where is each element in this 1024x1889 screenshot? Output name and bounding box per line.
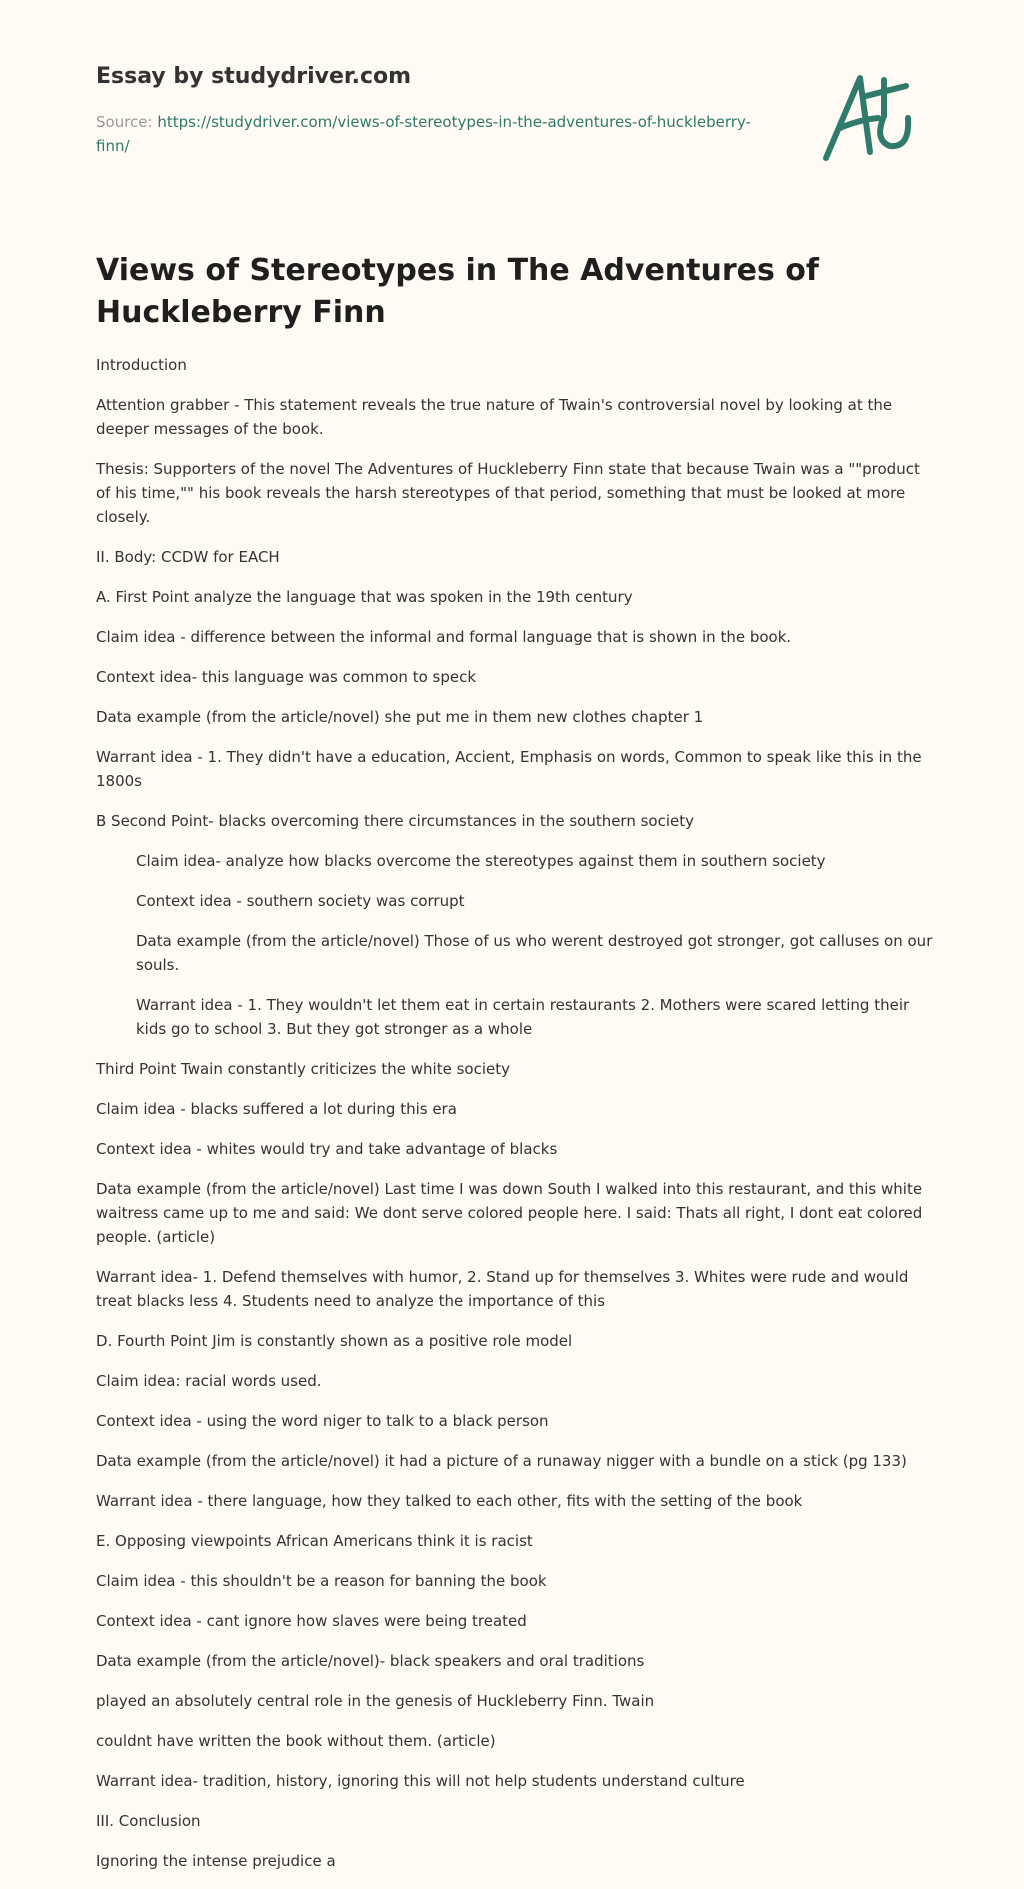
essay-paragraph: Warrant idea- 1. Defend themselves with humor, 2. Stand up for themselves 3. Whites were rude and would treat blacks less 4. Students need to analyze the importance of this (96, 1268, 909, 1310)
essay-paragraph: Claim idea- analyze how blacks overcome the stereotypes against them in southern society (136, 852, 826, 870)
essay-paragraph: E. Opposing viewpoints African Americans think it is racist (96, 1532, 533, 1550)
essay-paragraph: played an absolutely central role in the genesis of Huckleberry Finn. Twain (96, 1692, 655, 1710)
essay-paragraph: Third Point Twain constantly criticizes the white society (96, 1060, 510, 1078)
essay-title: Views of Stereotypes in The Adventures of Huckleberry Finn (96, 253, 819, 330)
essay-paragraph: Claim idea - difference between the informal and formal language that is shown in the book. (96, 628, 792, 646)
essay-paragraph: Data example (from the article/novel) Those of us who werent destroyed got stronger, got calluses on our souls. (136, 932, 933, 974)
essay-paragraph: Introduction (96, 356, 187, 374)
essay-paragraph: Ignoring the intense prejudice a (96, 1852, 336, 1870)
essay-paragraph: D. Fourth Point Jim is constantly shown as a positive role model (96, 1332, 573, 1350)
essay-paragraph: Context idea- this language was common to speck (96, 668, 477, 686)
essay-paragraph: Data example (from the article/novel) Last time I was down South I walked into this restaurant, and this white waitress came up to me and said: We dont serve colored people here. I said: Thats all right, I dont eat colored people. (article) (96, 1180, 923, 1246)
source-link[interactable]: https://studydriver.com/views-of-stereotypes-in-the-adventures-of-huckleberry-finn/ (96, 113, 751, 155)
essay-paragraph: Warrant idea- tradition, history, ignoring this will not help students understand culture (96, 1772, 745, 1790)
essay-paragraph: Claim idea - blacks suffered a lot during this era (96, 1100, 457, 1118)
essay-paragraph: Warrant idea - 1. They didn't have a education, Accient, Emphasis on words, Common to speak like this in the 1800s (96, 748, 922, 790)
essay-paragraph: Thesis: Supporters of the novel The Adventures of Huckleberry Finn state that because Twain was a ""product of his time,"" his book reveals the harsh stereotypes of that period, something that must be looked at more closely. (96, 460, 920, 526)
essay-paragraph: Context idea - whites would try and take advantage of blacks (96, 1140, 558, 1158)
essay-paragraph: B Second Point- blacks overcoming there circumstances in the southern society (96, 812, 695, 830)
a-plus-logo-icon (818, 66, 928, 166)
essay-paragraph: Attention grabber - This statement reveals the true nature of Twain's controversial novel by looking at the deeper messages of the book. (96, 396, 893, 438)
essay-paragraph: Data example (from the article/novel) it had a picture of a runaway nigger with a bundle on a stick (pg 133) (96, 1452, 907, 1470)
essay-paragraph: A. First Point analyze the language that was spoken in the 19th century (96, 588, 633, 606)
essay-paragraph: Claim idea: racial words used. (96, 1372, 322, 1390)
site-brand: Essay by studydriver.com (96, 64, 412, 89)
essay-paragraph: Data example (from the article/novel)- black speakers and oral traditions (96, 1652, 645, 1670)
page-header (96, 0, 936, 200)
essay-paragraph: Context idea - southern society was corrupt (136, 892, 465, 910)
essay-paragraph: Warrant idea - there language, how they talked to each other, fits with the setting of the book (96, 1492, 803, 1510)
essay-paragraph: Context idea - using the word niger to talk to a black person (96, 1412, 549, 1430)
essay-page (96, 0, 936, 1870)
essay-paragraph: Data example (from the article/novel) she put me in them new clothes chapter 1 (96, 708, 704, 726)
source-line (96, 110, 776, 158)
essay-paragraph: II. Body: CCDW for EACH (96, 548, 280, 566)
essay-body (96, 353, 936, 1889)
essay-paragraph: Claim idea - this shouldn't be a reason for banning the book (96, 1572, 547, 1590)
essay-paragraph: III. Conclusion (96, 1812, 201, 1830)
essay-paragraph: Context idea - cant ignore how slaves were being treated (96, 1612, 527, 1630)
essay-paragraph: couldnt have written the book without them. (article) (96, 1732, 496, 1750)
source-label: Source: (96, 113, 158, 131)
essay-paragraph: Warrant idea - 1. They wouldn't let them eat in certain restaurants 2. Mothers were scared letting their kids go to school 3. But they got stronger as a whole (136, 996, 910, 1038)
